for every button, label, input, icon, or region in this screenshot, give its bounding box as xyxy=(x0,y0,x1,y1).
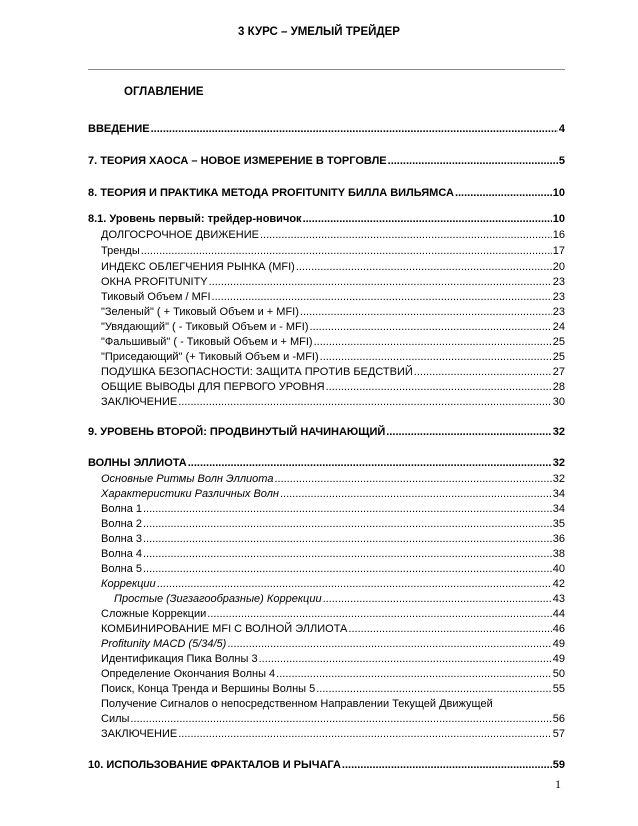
toc-entry[interactable]: ДОЛГОСРОЧНОЕ ДВИЖЕНИЕ ..... 16 xyxy=(101,229,565,242)
toc-entry[interactable]: Идентификация Пика Волны 3 ..... 49 xyxy=(101,653,565,666)
toc-entry[interactable]: ОКНА PROFITUNITY ..... 23 xyxy=(101,276,565,289)
toc-entry[interactable]: ОБЩИЕ ВЫВОДЫ ДЛЯ ПЕРВОГО УРОВНЯ ..... 28 xyxy=(101,381,565,394)
toc-entry[interactable]: "Фальшивый" ( - Тиковый Объем и + MFI) ..... 25 xyxy=(101,336,565,349)
toc-entry[interactable]: Характеристики Различных Волн ..... 34 xyxy=(101,488,565,501)
toc-entry-first-line[interactable]: Получение Сигналов о непосредственном Направлении Текущей Движущей xyxy=(101,698,493,710)
page-number: 1 xyxy=(555,777,561,791)
toc-title: ОГЛАВЛЕНИЕ xyxy=(124,86,204,98)
toc-entry[interactable]: 8. ТЕОРИЯ И ПРАКТИКА МЕТОДА PROFITUNITY БИЛЛА ВИЛЬЯМСА ..... 10 xyxy=(88,187,565,200)
toc-entry[interactable]: ЗАКЛЮЧЕНИЕ ..... 57 xyxy=(101,728,565,741)
toc-entry[interactable]: 10. ИСПОЛЬЗОВАНИЕ ФРАКТАЛОВ И РЫЧАГА ..... 59 xyxy=(88,759,565,772)
toc-entry[interactable]: Сложные Коррекции ..... 44 xyxy=(101,608,565,621)
toc-entry[interactable]: 9. УРОВЕНЬ ВТОРОЙ: ПРОДВИНУТЫЙ НАЧИНАЮЩИЙ ..... 32 xyxy=(88,426,565,439)
toc-entry[interactable]: 7. ТЕОРИЯ ХАОСА – НОВОЕ ИЗМЕРЕНИЕ В ТОРГОВЛЕ ..... 5 xyxy=(88,155,565,168)
toc-entry[interactable]: Основные Ритмы Волн Эллиота ..... 32 xyxy=(101,473,565,486)
toc-entry[interactable]: Поиск, Конца Тренда и Вершины Волны 5 ..... 55 xyxy=(101,683,565,696)
running-header: 3 КУРС – УМЕЛЫЙ ТРЕЙДЕР xyxy=(238,26,400,38)
toc-entry[interactable]: ПОДУШКА БЕЗОПАСНОСТИ: ЗАЩИТА ПРОТИВ БЕДСТВИЙ ..... 27 xyxy=(101,366,565,379)
toc-entry[interactable]: Коррекции ..... 42 xyxy=(101,578,565,591)
toc-entry[interactable]: Волна 3 ..... 36 xyxy=(101,533,565,546)
toc-entry[interactable]: Profitunity MACD (5/34/5) ..... 49 xyxy=(101,638,565,651)
toc-entry[interactable]: Тиковый Объем / MFI ..... 23 xyxy=(101,291,565,304)
toc-entry[interactable]: ВВЕДЕНИЕ ..... 4 xyxy=(88,123,565,136)
toc-entry[interactable]: Волна 5 ..... 40 xyxy=(101,563,565,576)
toc-entry[interactable]: ВОЛНЫ ЭЛЛИОТА ..... 32 xyxy=(88,457,565,470)
toc-entry[interactable]: Простые (Зигзагообразные) Коррекции ..... 43 xyxy=(114,593,565,606)
toc-entry[interactable]: Определение Окончания Волны 4 ..... 50 xyxy=(101,668,565,681)
toc-entry[interactable]: ИНДЕКС ОБЛЕГЧЕНИЯ РЫНКА (MFI) ..... 20 xyxy=(101,261,565,274)
toc-entry[interactable]: "Увядающий" ( - Тиковый Объем и - MFI) ..... 24 xyxy=(101,321,565,334)
toc-entry[interactable]: "Приседающий" (+ Тиковый Объем и -MFI) ..... 25 xyxy=(101,351,565,364)
toc-entry[interactable]: Силы ..... 56 xyxy=(101,713,565,726)
toc-entry[interactable]: Волна 2 ..... 35 xyxy=(101,518,565,531)
toc-entry[interactable]: "Зеленый" ( + Тиковый Объем и + MFI) ..... 23 xyxy=(101,306,565,319)
toc-entry[interactable]: ЗАКЛЮЧЕНИЕ ..... 30 xyxy=(101,396,565,409)
toc-entry[interactable]: 8.1. Уровень первый: трейдер-новичок ..... 10 xyxy=(88,213,565,226)
toc-entry[interactable]: Волна 1 ..... 34 xyxy=(101,503,565,516)
toc-entry[interactable]: Волна 4 ..... 38 xyxy=(101,548,565,561)
toc-entry[interactable]: Тренды ..... 17 xyxy=(101,245,565,258)
toc-entry[interactable]: КОМБИНИРОВАНИЕ MFI С ВОЛНОЙ ЭЛЛИОТА ..... 46 xyxy=(101,623,565,636)
